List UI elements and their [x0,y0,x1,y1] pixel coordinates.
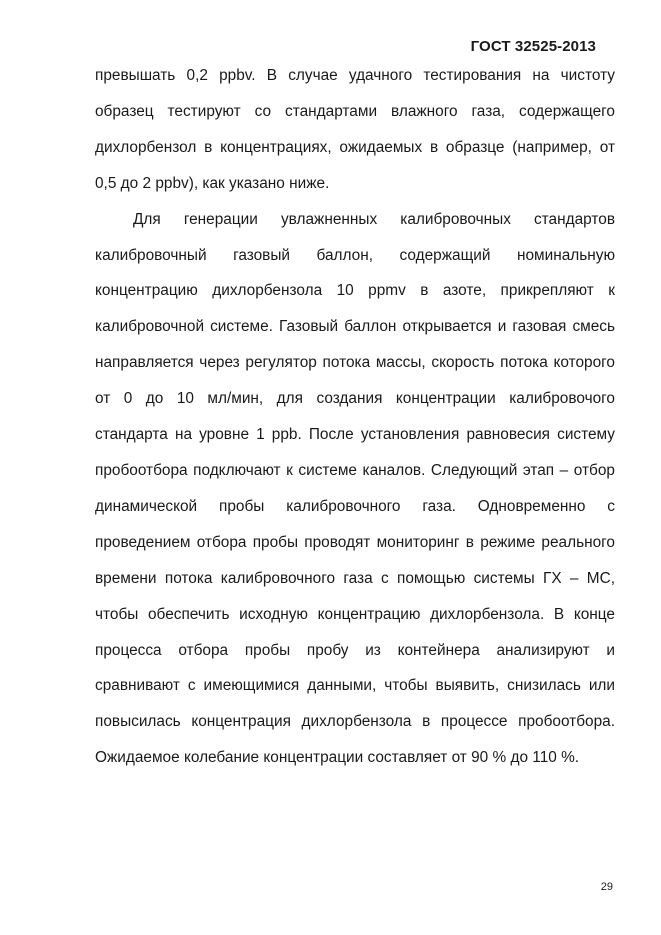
paragraph-2-line: калибровочной системе. Газовый баллон открывается и газовая смесь [95,318,615,336]
paragraph-2 [95,202,615,777]
document-header-standard: ГОСТ 32525-2013 [470,38,596,55]
paragraph-2-line: от 0 до 10 мл/мин, для создания концентрации калибровочого [95,390,615,408]
page-number: 29 [600,881,613,893]
paragraph-2-line: чтобы обеспечить исходную концентрацию дихлорбензола. В конце [95,605,615,623]
paragraph-2-line: времени потока калибровочного газа с помощью системы ГХ – МС, [95,569,615,587]
paragraph-1-line: дихлорбензол в концентрациях, ожидаемых в образце (например, от [95,138,615,156]
paragraph-1-line: превышать 0,2 ppbv. В случае удачного тестирования на чистоту [95,67,615,84]
paragraph-1-line: образец тестируют со стандартами влажного газа, содержащего [95,102,615,120]
paragraph-1 [95,58,615,202]
paragraph-2-line: пробоотбора подключают к системе каналов. Следующий этап – отбор [95,461,615,479]
paragraph-2-line: стандарта на уровне 1 ppb. После установления равновесия систему [95,426,615,444]
paragraph-2-line: направляется через регулятор потока массы, скорость потока которого [95,354,615,372]
paragraph-2-line: концентрацию дихлорбензола 10 ppmv в азоте, прикрепляют к [95,282,615,300]
paragraph-2-line: динамической пробы калибровочного газа. Одновременно с [95,497,615,515]
paragraph-2-line: повысилась концентрация дихлорбензола в процессе пробоотбора. [95,713,615,731]
paragraph-2-line: проведением отбора пробы проводят мониторинг в режиме реального [95,533,615,551]
paragraph-1-line: 0,5 до 2 ppbv), как указано ниже. [95,174,330,192]
paragraph-2-line: Для генерации увлажненных калибровочных стандартов [133,210,615,228]
paragraph-2-line: процесса отбора пробы пробу из контейнера анализируют и [95,641,615,659]
paragraph-2-line: сравнивают с имеющимися данными, чтобы выявить, снизилась или [95,677,615,695]
document-body [95,58,615,776]
paragraph-2-line: Ожидаемое колебание концентрации составляет от 90 % до 110 %. [95,749,580,767]
paragraph-2-line: калибровочный газовый баллон, содержащий номинальную [95,246,615,264]
